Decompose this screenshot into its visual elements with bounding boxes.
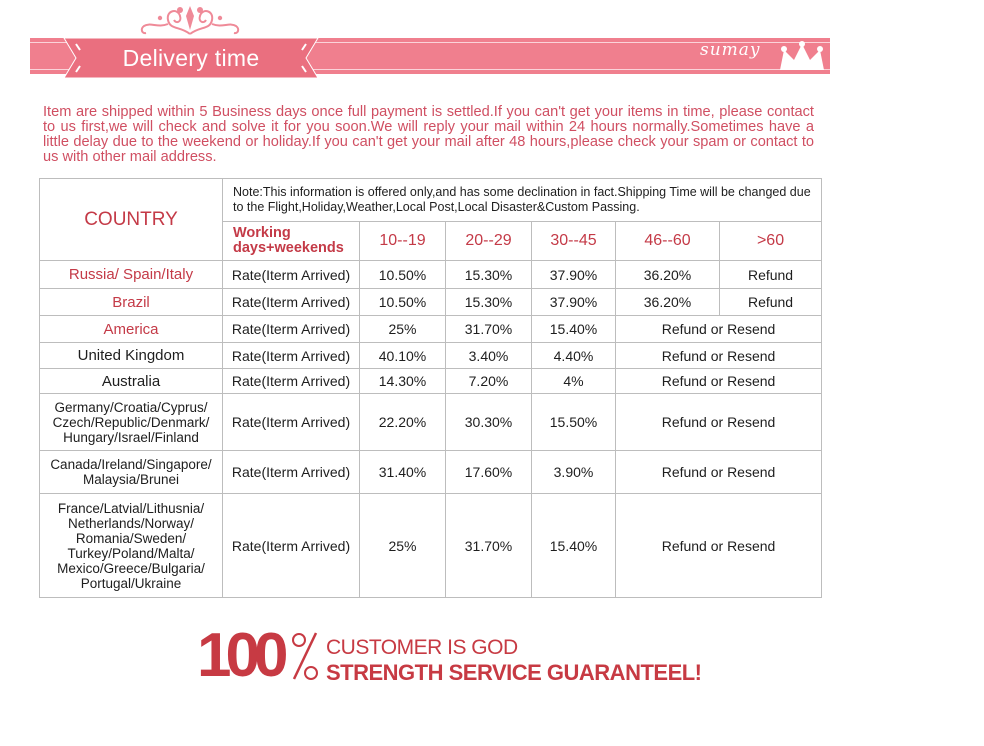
country-cell (40, 451, 223, 494)
country-cell: Russia/ Spain/Italy (40, 261, 223, 289)
country-line: Turkey/Poland/Malta/ (67, 545, 195, 561)
ornament-icon (130, 0, 250, 40)
rate-value: 4% (532, 369, 616, 394)
rate-value: 15.40% (532, 316, 616, 343)
country-line: Hungary/Israel/Finland (63, 429, 199, 445)
rate-label: Rate(Iterm Arrived) (223, 369, 360, 394)
page-title: Delivery time (122, 45, 260, 71)
rate-value: 36.20% (616, 261, 720, 289)
rate-value: 7.20% (446, 369, 532, 394)
country-line: Romania/Sweden/ (75, 530, 187, 546)
rate-value: 25% (360, 494, 446, 598)
country-line: Netherlands/Norway/ (67, 515, 195, 531)
range-header: 46--60 (616, 222, 720, 261)
table-row (40, 261, 822, 289)
rate-outcome: Refund or Resend (616, 316, 822, 343)
rate-value: Refund (720, 289, 822, 316)
table-row (40, 394, 822, 451)
delivery-table (39, 178, 822, 598)
rate-value: Refund (720, 261, 822, 289)
intro-text: Item are shipped within 5 Business days once full payment is settled.If you can't get your items in time, please contact to us first,we will check and solve it for you soon.We will reply your mail within 24 hours normally.Sometimes have a little delay due to the weekend or holiday.If you can't get your mail after 48 hours,please check your spam or contact to us with other mail address. (43, 104, 814, 165)
rate-label: Rate(Iterm Arrived) (223, 289, 360, 316)
table-row (40, 343, 822, 369)
rate-value: 31.70% (446, 316, 532, 343)
country-line: Mexico/Greece/Bulgaria/ (57, 560, 205, 576)
rate-label: Rate(Iterm Arrived) (223, 394, 360, 451)
note-text: Note:This information is offered only,and has some declination in fact.Shipping Time will be changed due to the Flight,Holiday,Weather,Local Post,Local Disaster&Custom Passing. (223, 179, 822, 222)
rate-value: 37.90% (532, 261, 616, 289)
range-header: 30--45 (532, 222, 616, 261)
rate-value: 17.60% (446, 451, 532, 494)
table-row (40, 289, 822, 316)
rate-value: 22.20% (360, 394, 446, 451)
percent-icon (290, 631, 320, 683)
table-row (40, 451, 822, 494)
country-column-header: COUNTRY (40, 179, 223, 261)
rate-value: 15.50% (532, 394, 616, 451)
rate-value: 15.40% (532, 494, 616, 598)
rate-value: 4.40% (532, 343, 616, 369)
rate-label: Rate(Iterm Arrived) (223, 451, 360, 494)
rate-value: 30.30% (446, 394, 532, 451)
range-header: >60 (720, 222, 822, 261)
range-header: 10--19 (360, 222, 446, 261)
table-row (40, 316, 822, 343)
slogan-line-1: CUSTOMER IS GOD (326, 636, 518, 659)
rate-value: 15.30% (446, 261, 532, 289)
rate-outcome: Refund or Resend (616, 494, 822, 598)
rate-value: 40.10% (360, 343, 446, 369)
table-row (40, 494, 822, 598)
crown-icon (776, 40, 828, 74)
table-header-row (40, 179, 822, 222)
rate-value: 31.70% (446, 494, 532, 598)
working-days-header: Working days+weekends (223, 222, 360, 261)
country-line: Portugal/Ukraine (80, 575, 182, 591)
country-line: Canada/Ireland/Singapore/ (50, 457, 212, 472)
country-line: Malaysia/Brunei (82, 472, 180, 487)
country-cell (40, 394, 223, 451)
slogan-number: 100 (197, 621, 283, 690)
slogan-line-2: STRENGTH SERVICE GUARANTEEL! (326, 660, 702, 685)
rate-value: 31.40% (360, 451, 446, 494)
table-row (40, 369, 822, 394)
rate-label: Rate(Iterm Arrived) (223, 494, 360, 598)
rate-outcome: Refund or Resend (616, 451, 822, 494)
rate-label: Rate(Iterm Arrived) (223, 261, 360, 289)
rate-value: 3.40% (446, 343, 532, 369)
country-line: France/Latvial/Lithusnia/ (57, 500, 205, 516)
country-cell (40, 494, 223, 598)
rate-outcome: Refund or Resend (616, 343, 822, 369)
country-line: Germany/Croatia/Cyprus/ (54, 399, 208, 415)
rate-value: 37.90% (532, 289, 616, 316)
country-cell: Australia (40, 369, 223, 394)
rate-label: Rate(Iterm Arrived) (223, 316, 360, 343)
rate-value: 36.20% (616, 289, 720, 316)
rate-outcome: Refund or Resend (616, 369, 822, 394)
rate-value: 25% (360, 316, 446, 343)
country-cell: Brazil (40, 289, 223, 316)
rate-value: 3.90% (532, 451, 616, 494)
rate-value: 10.50% (360, 289, 446, 316)
rate-value: 15.30% (446, 289, 532, 316)
rate-outcome: Refund or Resend (616, 394, 822, 451)
rate-value: 14.30% (360, 369, 446, 394)
country-line: Czech/Republic/Denmark/ (52, 414, 210, 430)
range-header: 20--29 (446, 222, 532, 261)
country-cell: America (40, 316, 223, 343)
country-cell: United Kingdom (40, 343, 223, 369)
brand-logo: sumay (700, 40, 761, 60)
rate-value: 10.50% (360, 261, 446, 289)
rate-label: Rate(Iterm Arrived) (223, 343, 360, 369)
